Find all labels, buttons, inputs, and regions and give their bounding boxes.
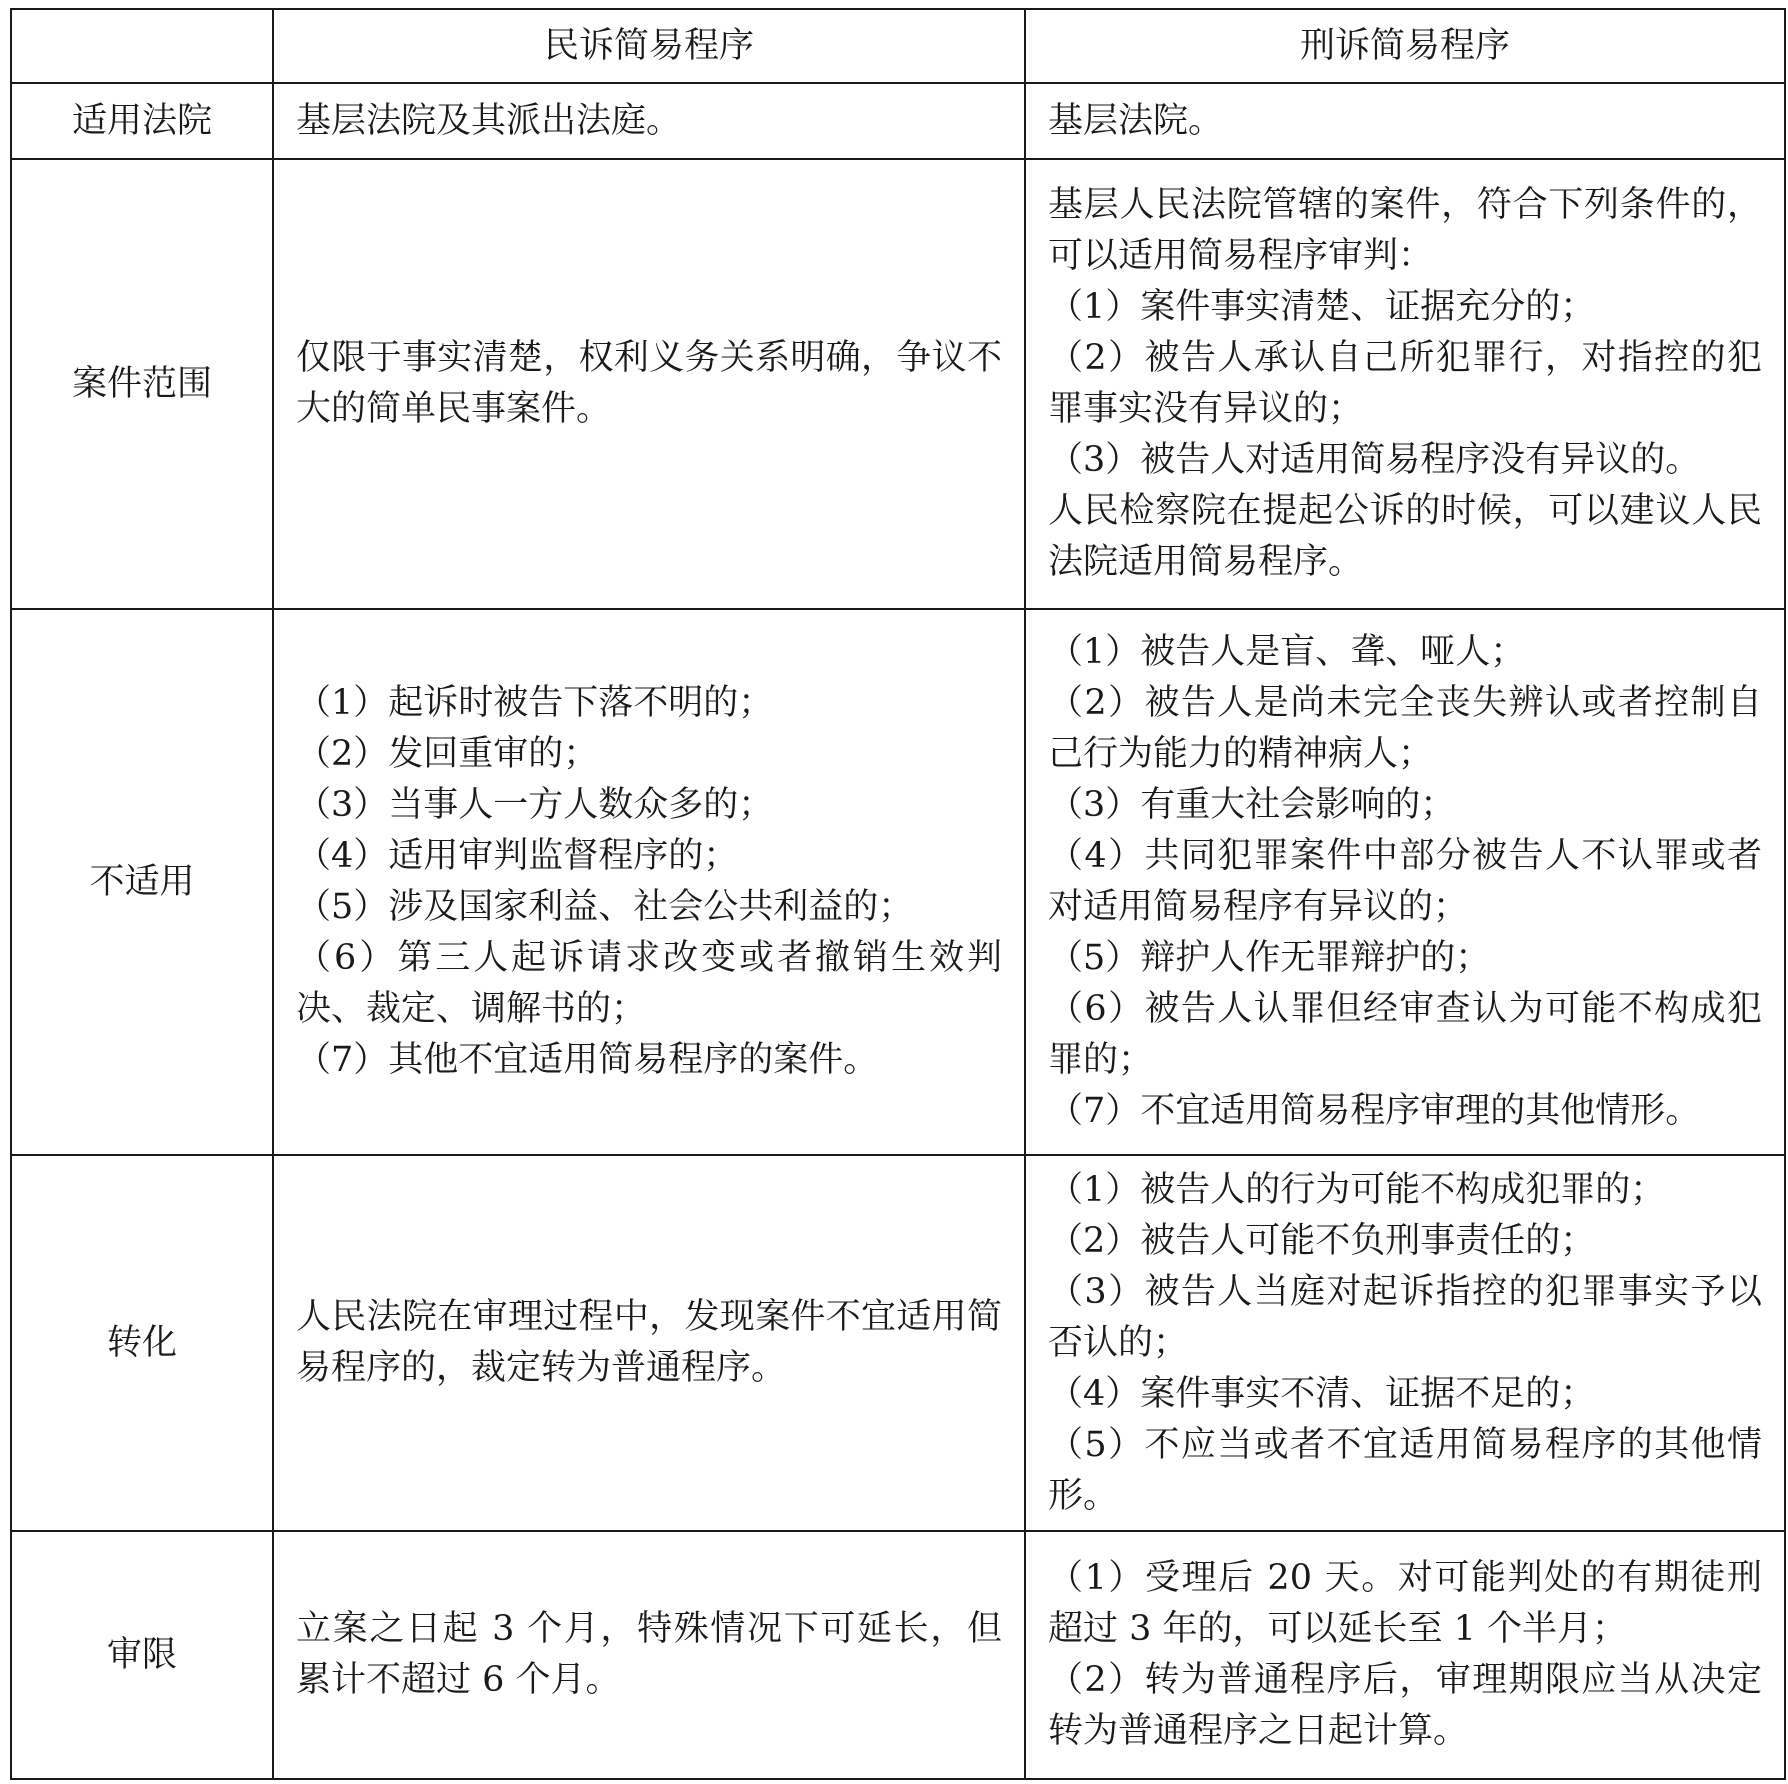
criminal-conv-item-2: （2）被告人可能不负刑事责任的； bbox=[1048, 1220, 1596, 1261]
table-row bbox=[11, 83, 1785, 159]
criminal-scope-intro: 基层人民法院管辖的案件，符合下列条件的，可以适用简易程序审判： bbox=[1048, 185, 1762, 276]
civil-na-item-1: （1）起诉时被告下落不明的； bbox=[296, 683, 774, 723]
row-label-court: 适用法院 bbox=[11, 83, 273, 159]
criminal-conv-item-1: （1）被告人的行为可能不构成犯罪的； bbox=[1048, 1169, 1666, 1210]
table-row bbox=[11, 609, 1785, 1155]
criminal-na-item-2: （2）被告人是尚未完全丧失辨认或者控制自己行为能力的精神病人； bbox=[1048, 683, 1762, 774]
criminal-na-item-3: （3）有重大社会影响的； bbox=[1048, 785, 1456, 825]
civil-na-item-7: （7）其他不宜适用简易程序的案件。 bbox=[296, 1040, 879, 1080]
row-label-time-limit: 审限 bbox=[11, 1531, 273, 1779]
header-criminal: 刑诉简易程序 bbox=[1025, 9, 1785, 83]
criminal-not-applicable-cell bbox=[1025, 609, 1785, 1155]
criminal-scope-cell bbox=[1025, 159, 1785, 609]
criminal-conv-item-3: （3）被告人当庭对起诉指控的犯罪事实予以否认的； bbox=[1048, 1271, 1762, 1363]
criminal-scope-item-1: （1）案件事实清楚、证据充分的； bbox=[1048, 287, 1596, 327]
criminal-na-item-4: （4）共同犯罪案件中部分被告人不认罪或者对适用简易程序有异议的； bbox=[1048, 836, 1762, 927]
criminal-scope-item-2: （2）被告人承认自己所犯罪行，对指控的犯罪事实没有异议的； bbox=[1048, 338, 1762, 429]
table-header-row bbox=[11, 9, 1785, 83]
table-row bbox=[11, 1155, 1785, 1531]
civil-na-item-3: （3）当事人一方人数众多的； bbox=[296, 785, 774, 825]
criminal-limit-item-2: （2）转为普通程序后，审理期限应当从决定转为普通程序之日起计算。 bbox=[1048, 1660, 1762, 1751]
criminal-na-item-7: （7）不宜适用简易程序审理的其他情形。 bbox=[1048, 1091, 1701, 1131]
civil-conversion-cell bbox=[273, 1155, 1025, 1531]
row-label-scope: 案件范围 bbox=[11, 159, 273, 609]
row-label-not-applicable: 不适用 bbox=[11, 609, 273, 1155]
civil-na-item-6: （6）第三人起诉请求改变或者撤销生效判决、裁定、调解书的； bbox=[296, 938, 1002, 1029]
civil-court-cell bbox=[273, 83, 1025, 159]
civil-time-limit-cell bbox=[273, 1531, 1025, 1779]
criminal-conv-item-4: （4）案件事实不清、证据不足的； bbox=[1048, 1373, 1596, 1414]
table-row bbox=[11, 1531, 1785, 1779]
civil-na-item-2: （2）发回重审的； bbox=[296, 734, 599, 774]
civil-court-text: 基层法院及其派出法庭。 bbox=[296, 100, 682, 141]
civil-na-item-5: （5）涉及国家利益、社会公共利益的； bbox=[296, 887, 914, 927]
civil-scope-cell bbox=[273, 159, 1025, 609]
table-row bbox=[11, 159, 1785, 609]
comparison-table bbox=[10, 8, 1786, 1780]
civil-na-item-4: （4）适用审判监督程序的； bbox=[296, 836, 739, 876]
criminal-na-item-5: （5）辩护人作无罪辩护的； bbox=[1048, 938, 1491, 978]
criminal-court-text: 基层法院。 bbox=[1048, 100, 1224, 141]
row-label-conversion: 转化 bbox=[11, 1155, 273, 1531]
criminal-na-item-1: （1）被告人是盲、聋、哑人； bbox=[1048, 632, 1526, 672]
header-empty-cell bbox=[11, 9, 273, 83]
criminal-limit-item-1: （1）受理后 20 天。对可能判处的有期徒刑超过 3 年的，可以延长至 1 个半月； bbox=[1048, 1558, 1762, 1649]
criminal-conversion-cell bbox=[1025, 1155, 1785, 1531]
civil-conversion-text: 人民法院在审理过程中，发现案件不宜适用简易程序的，裁定转为普通程序。 bbox=[296, 1297, 1002, 1388]
criminal-na-item-6: （6）被告人认罪但经审查认为可能不构成犯罪的； bbox=[1048, 989, 1762, 1080]
civil-not-applicable-cell bbox=[273, 609, 1025, 1155]
criminal-court-cell bbox=[1025, 83, 1785, 159]
criminal-conv-item-5: （5）不应当或者不宜适用简易程序的其他情形。 bbox=[1048, 1424, 1762, 1516]
civil-time-limit-text: 立案之日起 3 个月，特殊情况下可延长，但累计不超过 6 个月。 bbox=[296, 1609, 1002, 1700]
criminal-time-limit-cell bbox=[1025, 1531, 1785, 1779]
criminal-scope-item-3: （3）被告人对适用简易程序没有异议的。 bbox=[1048, 440, 1701, 480]
criminal-scope-note: 人民检察院在提起公诉的时候，可以建议人民法院适用简易程序。 bbox=[1048, 491, 1762, 582]
header-civil: 民诉简易程序 bbox=[273, 9, 1025, 83]
civil-scope-text: 仅限于事实清楚，权利义务关系明确，争议不大的简单民事案件。 bbox=[296, 338, 1002, 429]
